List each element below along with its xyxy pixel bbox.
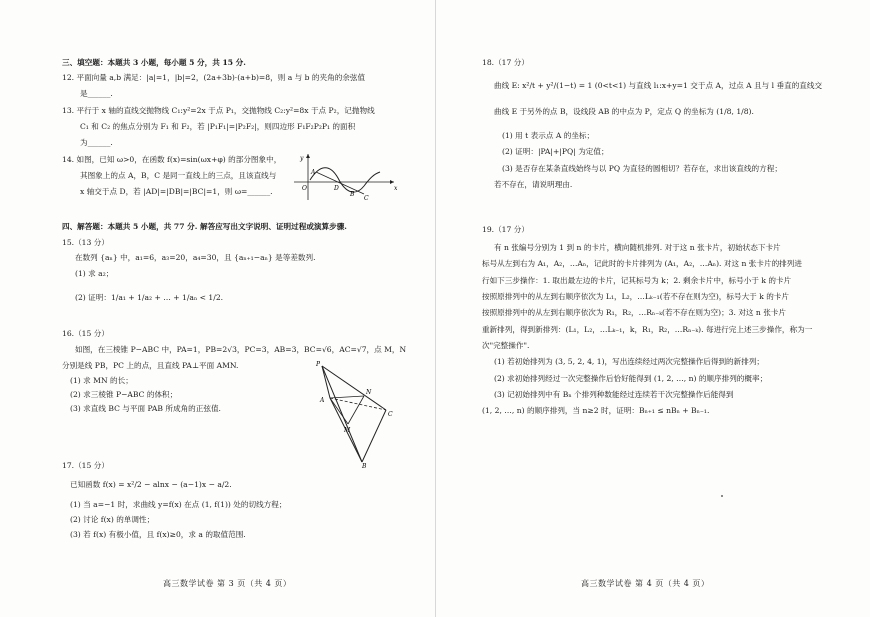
x-axis-arrow <box>390 180 394 184</box>
q18-line6: 若不存在，请说明理由. <box>494 180 573 189</box>
section3-title: 三、填空题：本题共 3 小题，每小题 5 分，共 15 分. <box>62 58 246 67</box>
fig-o-label: O <box>302 185 307 192</box>
q19-line2: 标号从左到右为 A₁，A₂，…Aₙ，记此时的卡片排列为 (A₁，A₂，…Aₙ). 对这 n 张卡片的排列进 <box>482 259 802 268</box>
q16-line2: 分别是线 PB，PC 上的点，且直线 PA⊥平面 AMN. <box>62 361 239 370</box>
q16-line5: (3) 求直线 BC 与平面 PAB 所成角的正弦值. <box>70 404 221 413</box>
left-footer: 高三数学试卷 第 3 页（共 4 页） <box>163 579 292 588</box>
seg-am <box>330 398 348 424</box>
q19-head: 19.（17 分） <box>482 225 529 234</box>
q17-line1: 已知函数 f(x) = x²/2 − alnx − (a−1)x − a/2. <box>70 480 232 489</box>
fig-x-label: x <box>394 185 398 192</box>
fig-c2-label: C <box>388 411 393 418</box>
q14-line1: 14. 如图，已知 ω>0，在函数 f(x)=sin(ωx+φ) 的部分图象中， <box>62 155 282 164</box>
q18-line1: 曲线 E: x²/t + y²/(1−t) = 1 (0<t<1) 与直线 l₁:x+y=1 交于点 A，过点 A 且与 l 垂直的直线交 <box>494 81 823 90</box>
fig-y-label: y <box>300 155 304 162</box>
q18-line4: (2) 证明：|PA|+|PQ| 为定值； <box>502 147 609 156</box>
q13-line2: C₁ 和 C₂ 的焦点分别为 F₁ 和 F₂，若 |P₁F₁|=|P₂F₂|，则四边形 F₁F₂P₂P₁ 的面积 <box>80 122 356 131</box>
q16-tetrahedron-figure <box>312 358 400 470</box>
q17-line3: (2) 讨论 f(x) 的单调性； <box>70 515 155 524</box>
q15-line3: (2) 证明：1/a₁ + 1/a₂ + … + 1/aₙ < 1/2. <box>75 293 224 302</box>
fig-n-label: N <box>366 389 372 396</box>
right-page <box>435 0 870 617</box>
q15-line1: 在数列 {aₙ} 中，a₁=6，a₃=20，a₄=30，且 {aₙ₊₁−aₙ} 是等差数列. <box>75 253 316 262</box>
right-footer: 高三数学试卷 第 4 页（共 4 页） <box>581 579 710 588</box>
q18-head: 18.（17 分） <box>482 58 529 67</box>
q19-line4: 按照原排列中的从左到右顺序依次为 L₁，L₂，…Lₖ₋₁(若不存在则为空)，标号大于 k 的卡片 <box>482 292 789 301</box>
q16-line3: (1) 求 MN 的长； <box>70 376 133 385</box>
q14-sine-figure <box>290 150 400 202</box>
q12-line1: 12. 平面向量 a,b 满足：|a|=1，|b|=2，(2a+3b)·(a+b)=8，则 a 与 b 的夹角的余弦值 <box>62 73 366 82</box>
q19-line5: 按照原排列中的从左到右顺序依次为 R₁，R₂，…Rₙ₋ₖ(若不存在则为空)；3. 对这 n 张卡片 <box>482 308 787 317</box>
q17-line4: (3) 若 f(x) 有极小值，且 f(x)≥0，求 a 的取值范围. <box>70 530 246 539</box>
q19-line9: (2) 求初始排列经过一次完整操作后恰好能得到 (1, 2, …, n) 的顺序排列的概率； <box>494 374 768 383</box>
fig-b-label: B <box>350 191 355 198</box>
fig-c-label: C <box>364 195 369 202</box>
q17-head: 17.（15 分） <box>62 461 109 470</box>
q13-line3: 为______. <box>80 138 113 147</box>
q14-line3: x 轴交于点 D，若 |AD|=|DB|=|BC|=1，则 ω=______. <box>80 187 273 196</box>
q15-head: 15.（13 分） <box>62 238 109 247</box>
q19-line3: 行如下三步操作：1. 取出最左边的卡片，记其标号为 k；2. 剩余卡片中，标号小于 k 的卡片 <box>482 276 792 285</box>
q19-line10: (3) 记初始排列中有 Bₙ 个排列种数能经过连续若干次完整操作后能得到 <box>494 390 734 399</box>
q16-line4: (2) 求三棱锥 P−ABC 的体积； <box>70 390 178 399</box>
q18-line5: (3) 是否存在某条直线始终与以 PQ 为直径的圆相切？若存在，求出该直线的方程； <box>502 164 782 173</box>
fig-d-label: D <box>334 185 339 192</box>
y-axis-arrow <box>306 154 310 158</box>
fig-a-label: A <box>311 169 316 176</box>
seg-mn <box>348 396 364 424</box>
q19-line11: (1, 2, …, n) 的顺序排列，当 n≥2 时，证明：Bₙ₊₁ ≤ nBₙ + Bₙ₋₁. <box>482 406 710 415</box>
edge-pb <box>322 366 362 462</box>
fig-m-label: M <box>344 427 351 434</box>
edge-bc <box>362 410 386 462</box>
section4-title: 四、解答题：本题共 5 小题，共 77 分. 解答应写出文字说明、证明过程或演算步骤. <box>62 222 347 231</box>
sine-curve <box>310 168 380 192</box>
q19-line6: 重新排列，得到新排列：(L₁，L₂，…Lₖ₋₁，k，R₁，R₂，…Rₙ₋ₖ). 每进行完上述三步操作，称为一 <box>482 325 813 334</box>
fig-p-label: P <box>316 361 321 368</box>
q14-line2: 其图象上的点 A，B，C 是同一直线上的三点，且该直线与 <box>80 171 277 180</box>
fig-b2-label: B <box>362 463 367 470</box>
fig-a2-label: A <box>320 397 325 404</box>
q16-head: 16.（15 分） <box>62 329 109 338</box>
q19-line1: 有 n 张编号分别为 1 到 n 的卡片，横向随机排列. 对于这 n 张卡片，初始状态下卡片 <box>494 243 781 252</box>
q12-line2: 是______. <box>80 89 113 98</box>
q18-line2: 曲线 E 于另外的点 B，设线段 AB 的中点为 P，定点 Q 的坐标为 (1/8, 1/8). <box>494 107 754 116</box>
q13-line1: 13. 平行于 x 轴的直线交抛物线 C₁:y²=2x 于点 P₁，交抛物线 C₂:y²=8x 于点 P₂，记抛物线 <box>62 106 375 115</box>
q19-line7: 次"完整操作". <box>482 341 530 350</box>
scan-speck <box>721 495 723 497</box>
q15-line2: (1) 求 a₂； <box>75 269 114 278</box>
line-abc <box>316 172 364 194</box>
q17-line2: (1) 当 a=−1 时，求曲线 y=f(x) 在点 (1, f(1)) 处的切线方程； <box>70 500 287 509</box>
q19-line8: (1) 若初始排列为 (3, 5, 2, 4, 1)，写出连续经过两次完整操作后得到的新排列； <box>494 357 765 366</box>
q16-line1: 如图，在三棱锥 P−ABC 中，PA=1，PB=2√3，PC=3，AB=3，BC=√6，AC=√7，点 M，N <box>75 345 407 354</box>
q18-line3: (1) 用 t 表示点 A 的坐标； <box>502 131 595 140</box>
